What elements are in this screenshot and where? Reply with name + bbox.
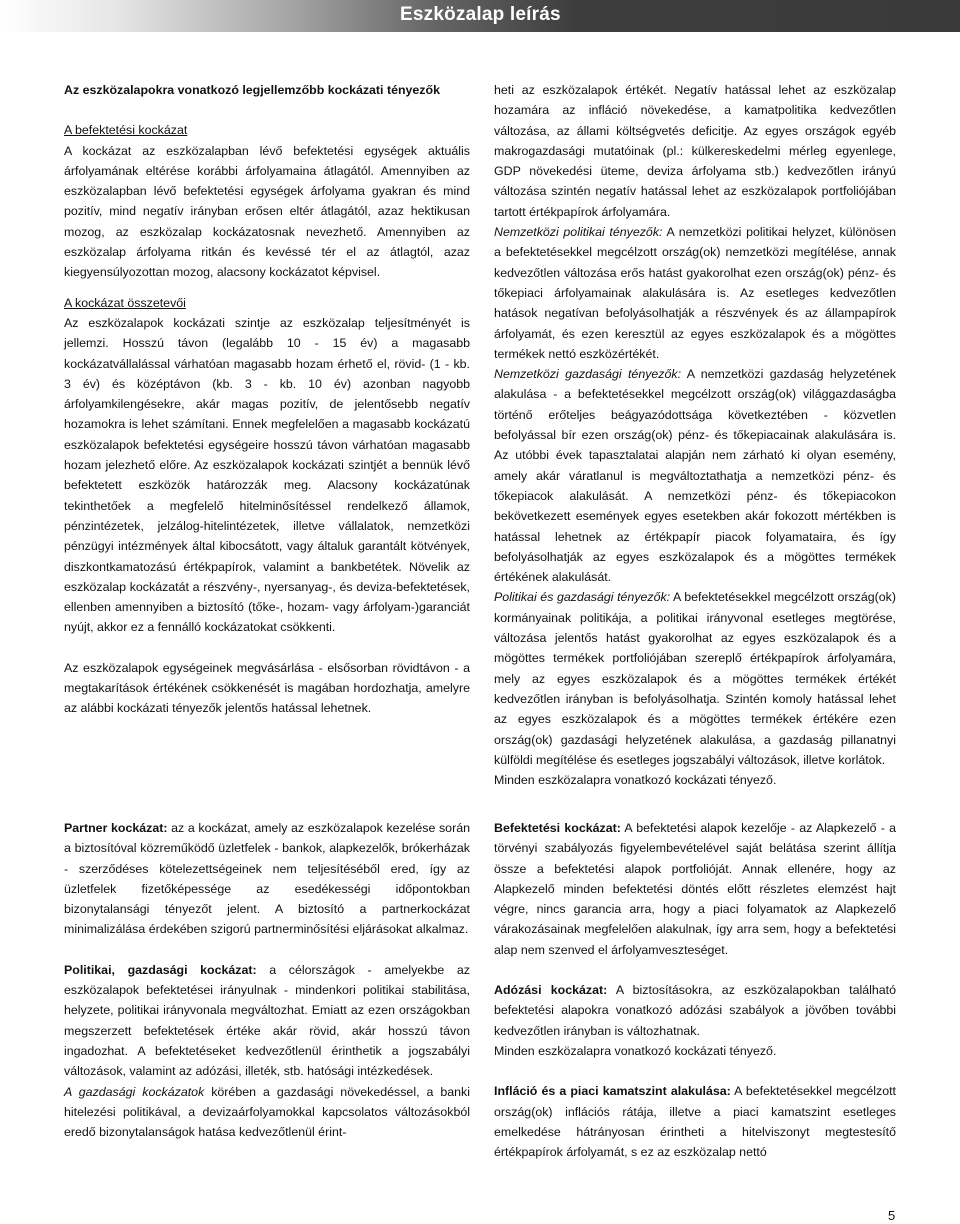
risk-components-title: A kockázat összetevői [64,295,186,310]
investment-risk-fund-paragraph [494,818,896,960]
tax-risk-paragraph [494,980,896,1041]
investment-risk-paragraph: A kockázat az eszközalapban lévő befektetési egységek aktuális árfolyamának eltérése korábbi árfolyamaina átlagától. Amennyiben az eszközalapban lévő befektetési egységek árfolyama gyakran és mind pozitív, mind negatív irányban erősen eltér átlagától, azaz hektikusan mozog, az eszközalap kockázatosnak nevezhető. Amennyiben az eszközalap árfolyama ritkán és kevéssé tér el az átlagtól, azaz kiegyensúlyozottan mozog, alacsony kockázatot képvisel. [64,143,470,280]
partner-risk-text: az a kockázat, amely az eszközalapok kezelése során a biztosítóval közreműködő üzletfelek - bankok, alapkezelők, brókerházak - szerződéses kötelezettségeinek nem teljesítéséből ered, így az üzletfelek fizetőképessége az esedékességi időpontokban bizonytalansági tényezőt jelent. A biztosító a partnerkockázat minimalizálása érdekében szigorú partnerminősítési eljárásokat alkalmaz. [64,821,470,937]
left-column-top [64,80,470,719]
continuation-paragraph: heti az eszközalapok értékét. Negatív hatással lehet az eszközalap hozamára az infláció növekedése, a kamatpolitika kedvezőtlen változása, az állami költségvetés deficitje. Az egyes országok egyéb makrogazdasági mutatóinak (pl.: külkereskedelmi mérleg egyenlege, GDP növekedési üteme, deviza árfolyama stb.) kedvezőtlen irányú változása szintén negatív hatással lehet az eszközalapok portfoliójában tartott értékpapírok árfolyamára. [494,83,896,219]
economic-factors-label: A gazdasági kockázatok [64,1084,205,1099]
closing-line: Minden eszközalapra vonatkozó kockázati tényező. [494,773,777,788]
investment-risk-fund-text: A befektetési alapok kezelője - az Alapkezelő - a törvényi szabályozás figyelembevételével saját belátása szerint állítja össze a befektetési alapok portfolióját. Annak ellenére, hogy az Alapkezelő minden befektetési döntés előtt részletes elemzést hajt végre, nincs garancia arra, hogy a piaci folyamatok az Alapkezelő várakozásainak megfelelően alakulnak, így arra sem, hogy a befektetési alap nem szenved el árfolyamveszteséget. [494,821,896,957]
political-risk-text: a célországok - amelyekbe az eszközalapok befektetései irányulnak - mindenkori politikai stabilitása, helyzete, politikai irányvonala megváltozhat. Emiatt az ezen országokban megszerzett befektetések értéke akár rövid, akár hosszú távon ingadozhat. A befektetéseket kedvezőtlenül érinthetik a jogszabályi változások, valamint az adózási, illeték, stb. hatósági intézkedések. [64,962,470,1079]
right-column-top [494,80,896,790]
intl-economic-label: Nemzetközi gazdasági tényezők: [494,367,682,382]
political-risk-paragraph [64,960,470,1082]
intl-economic-text: A nemzetközi gazdaság helyzetének alakulása - a befektetésekkel megcélzott ország(ok) világgazdaságba történő erőteljes beágyazódottsága következtében - közvetlen befolyással bír ezen ország(ok) pénz- és tőkepiacainak alakulására is. Az utóbbi évek tapasztalatai alapján nem zárható ki olyan esemény, amely akár váratlanul is megváltoztathatja a nemzetközi pénz- és tőkepiacok alakulását. A nemzetközi pénz- és tőkepiacokon bekövetkezett események egyes esetekben akár fokozott mértékben is hatással lehetnek az értékpapír piacok folyamataira, és így befolyásolhatják az egyes eszközalapok és a mögöttes termékek értékének alakulását. [494,367,897,585]
tax-risk-label: Adózási kockázat: [494,983,608,998]
purchase-risk-paragraph: Az eszközalapok egységeinek megvásárlása - elsősorban rövidtávon - a megtakarítások értékének csökkenését is magában hordozhatja, amelyre az alábbi kockázati tényezők jelentős hatással lehetnek. [64,660,470,716]
pol-econ-label: Politikai és gazdasági tényezők: [494,590,671,605]
political-risk-label: Politikai, gazdasági kockázat: [64,962,257,977]
economic-factors-text: körében a gazdasági növekedéssel, a banki hitelezési politikával, a devizaárfolyamokkal kapcsolatos változásokból eredő bizonytalanságok hatása kedvezőtlenül érint- [64,1084,470,1140]
inflation-paragraph [494,1081,896,1162]
inflation-label: Infláció és a piaci kamatszint alakulása: [494,1084,731,1099]
page-title: Eszközalap leírás [400,4,561,25]
risk-components-paragraph: Az eszközalapok kockázati szintje az eszközalap teljesítményét is jellemzi. Hosszú távon (legalább 10 - 15 év) a magasabb kockázatvállalással várhatóan magasabb hozam érhető el, rövid- (1 - kb. 3 év) és középtávon (kb. 3 - kb. 10 év) azonban nagyobb árfolyamkilengésekre, akár magas pozitív, de jelentősebb negatív hozamokra is lehet számítani. Ennek megfelelően a magasabb kockázatú eszközalapok befektetési egységeire hosszú távon várhatóan magasabb hozam jelezhető előre. Az eszközalapok kockázati szintjét a bennük lévő befektetett eszközök határozzák meg. Alacsony kockázatúnak tekinthetőek a megfelelő hitelminősítéssel rendelkező államok, pénzintézetek, jelzálog-hitelintézetek, illetve vállalatok, nemzetközi pénzügyi intézmények által kibocsátott, vagy általuk garantált kötvények, diszkontkamatozású értékpapírok, valamint a bankbetétek. Növelik az eszközalap kockázatát a részvény-, nyersanyag-, és deviza-befektetések, ellenben amennyiben a biztosító (tőke-, hozam- vagy árfolyam-)garanciát nyújt, akkor ez a fennálló kockázatokat csökkenti. [64,315,470,635]
left-column-bottom [64,818,470,1142]
investment-risk-title: A befektetési kockázat [64,123,188,138]
investment-risk-fund-label: Befektetési kockázat: [494,821,621,835]
partner-risk-label: Partner kockázat: [64,821,168,835]
intl-political-label: Nemzetközi politikai tényezők: [494,225,663,240]
intl-economic-paragraph [494,364,896,587]
economic-factors-paragraph [64,1082,470,1143]
intl-political-paragraph [494,222,896,364]
pol-econ-text: A befektetésekkel megcélzott ország(ok) kormányainak politikája, a politikai irányvonal esetleges megtörése, változása jelentős hatást gyakorolhat az egyes eszközalapok és a mögöttes termékek portfoliójában szereplő értékpapírok árfolyamára, mely az egyes eszközalapok és a mögöttes termékek értékét kedvezőtlen irányban is befolyásolhatja. Szintén komoly hatással lehet az egyes eszközalapok és a mögöttes termékek értékére ezen ország(ok) gazdasági helyzetének alakulása, a gazdaság pillanatnyi külföldi megítélése és esetleges jogszabályi változások, illetve korlátok. [494,590,896,767]
section-heading: Az eszközalapokra vonatkozó legjellemzőbb kockázati tényezők [64,83,440,97]
partner-risk-paragraph [64,818,470,940]
page-header-bar [0,0,960,32]
pol-econ-paragraph [494,587,896,770]
tax-closing-line: Minden eszközalapra vonatkozó kockázati tényező. [494,1043,777,1058]
page-number: 5 [888,1208,896,1223]
tax-risk-text: A biztosításokra, az eszközalapokban található befektetési alapokra vonatkozó adózási szabályok a jövőben további kedvezőtlen irányban is változhatnak. [494,983,897,1038]
inflation-text: A befektetésekkel megcélzott ország(ok) inflációs rátája, illetve a piaci kamatszint esetleges emelkedése hátrányosan érintheti a hitelviszonyt megtestesítő értékpapírok árfolyamát, s ez az eszközalap nettó [494,1084,896,1160]
intl-political-text: A nemzetközi politikai helyzet, különösen a befektetésekkel megcélzott ország(ok) nemzetközi megítélése, annak kedvezőtlen változása erős hatást gyakorolhat ezen ország(ok) pénz- és tőkepiaci árfolyamainak alakulására is. Az esetleges kedvezőtlen hatások negatívan befolyásolhatják a részvények és az állampapírok árfolyamát, és ezen keresztül az egyes eszközalapok és a mögöttes termékek nettó eszközértékét. [494,225,896,361]
right-column-bottom [494,818,896,1162]
